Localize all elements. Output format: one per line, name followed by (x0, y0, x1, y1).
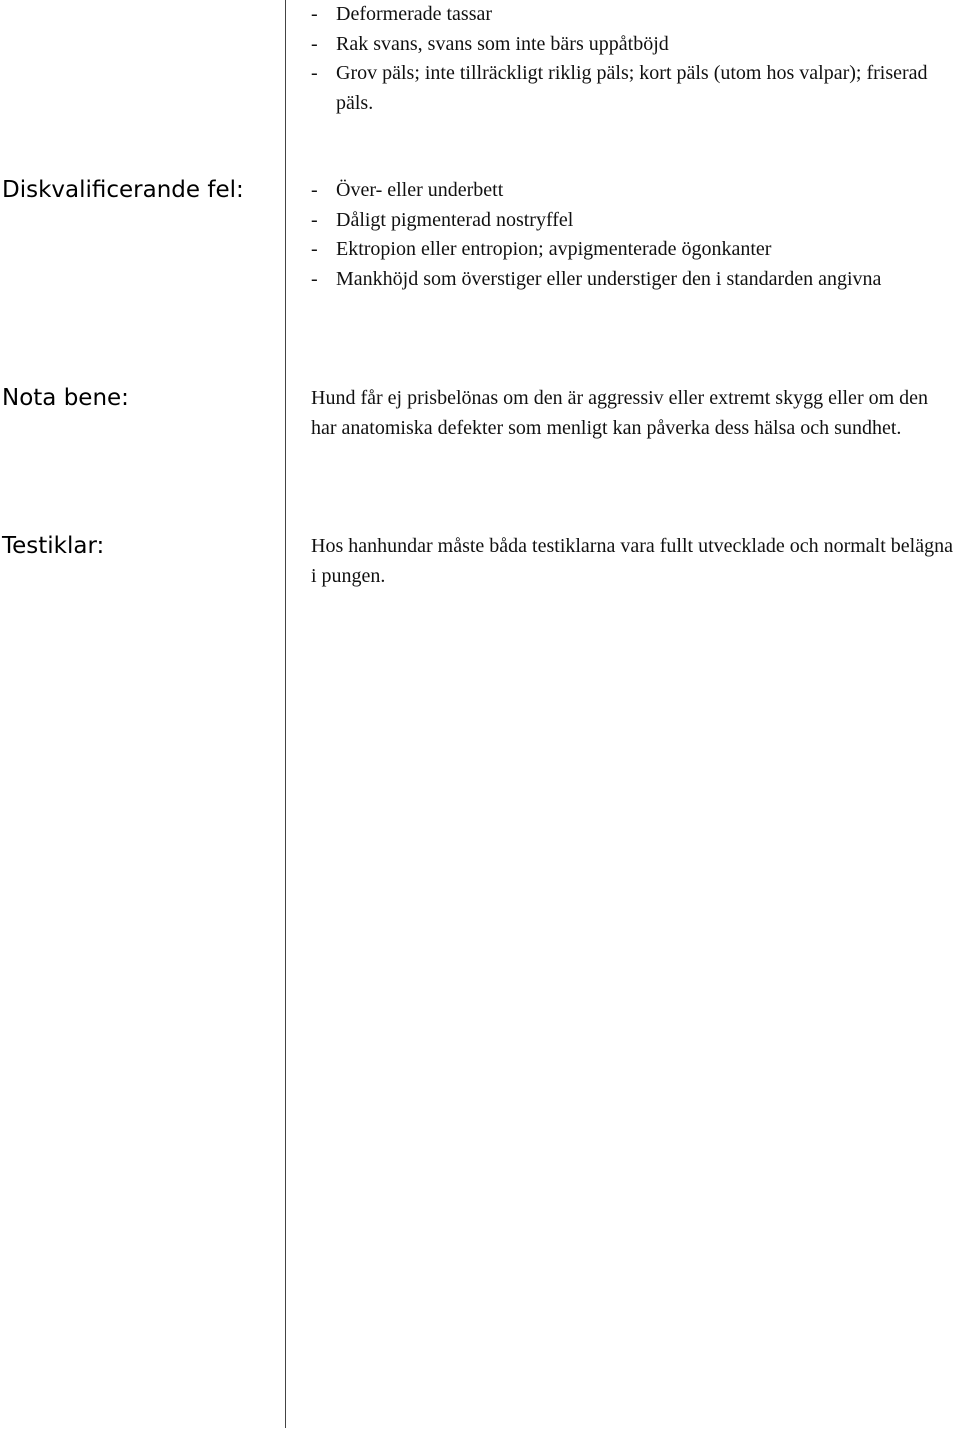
testicles-label: Testiklar: (2, 533, 105, 559)
list-item (311, 30, 957, 60)
bullet-dash: - (311, 179, 318, 201)
testicles-text-block (311, 532, 957, 591)
list-item-text: Grov päls; inte tillräckligt riklig päls; kort päls (utom hos valpar); friserad päls. (336, 62, 928, 115)
bullet-dash: - (311, 208, 318, 231)
list-item (311, 176, 957, 206)
list-item (311, 206, 957, 236)
list-item-text: Över- eller underbett (336, 179, 504, 201)
disqualifying-faults-label: Diskvalificerande fel: (2, 177, 244, 203)
list-item-text: Mankhöjd som överstiger eller understiger den i standarden angivna (336, 268, 882, 291)
list-item (311, 0, 957, 30)
list-item-text: Dåligt pigmenterad nostryffel (336, 208, 574, 231)
list-item-text: Deformerade tassar (336, 3, 493, 25)
list-item-text: Rak svans, svans som inte bärs uppåtböjd (336, 32, 669, 55)
nota-bene-text-block (311, 384, 957, 443)
bullet-dash: - (311, 32, 318, 55)
list-item (311, 235, 957, 265)
bullet-dash: - (311, 238, 318, 261)
list-item (311, 59, 957, 118)
column-divider (285, 0, 286, 1428)
disqualifying-faults-list (311, 176, 957, 295)
list-item-text: Ektropion eller entropion; avpigmenterade ögonkanter (336, 238, 772, 261)
continued-faults-list (311, 0, 957, 119)
list-item (311, 265, 957, 295)
nota-bene-label: Nota bene: (2, 385, 129, 411)
bullet-dash: - (311, 268, 318, 291)
testicles-text: Hos hanhundar måste båda testiklarna vara fullt utvecklade och normalt belägna i pungen. (311, 535, 953, 587)
bullet-dash: - (311, 3, 318, 25)
bullet-dash: - (311, 62, 318, 85)
nota-bene-text: Hund får ej prisbelönas om den är aggressiv eller extremt skygg eller om den har anatomiska defekter som menligt kan påverka dess hälsa och sundhet. (311, 387, 929, 439)
